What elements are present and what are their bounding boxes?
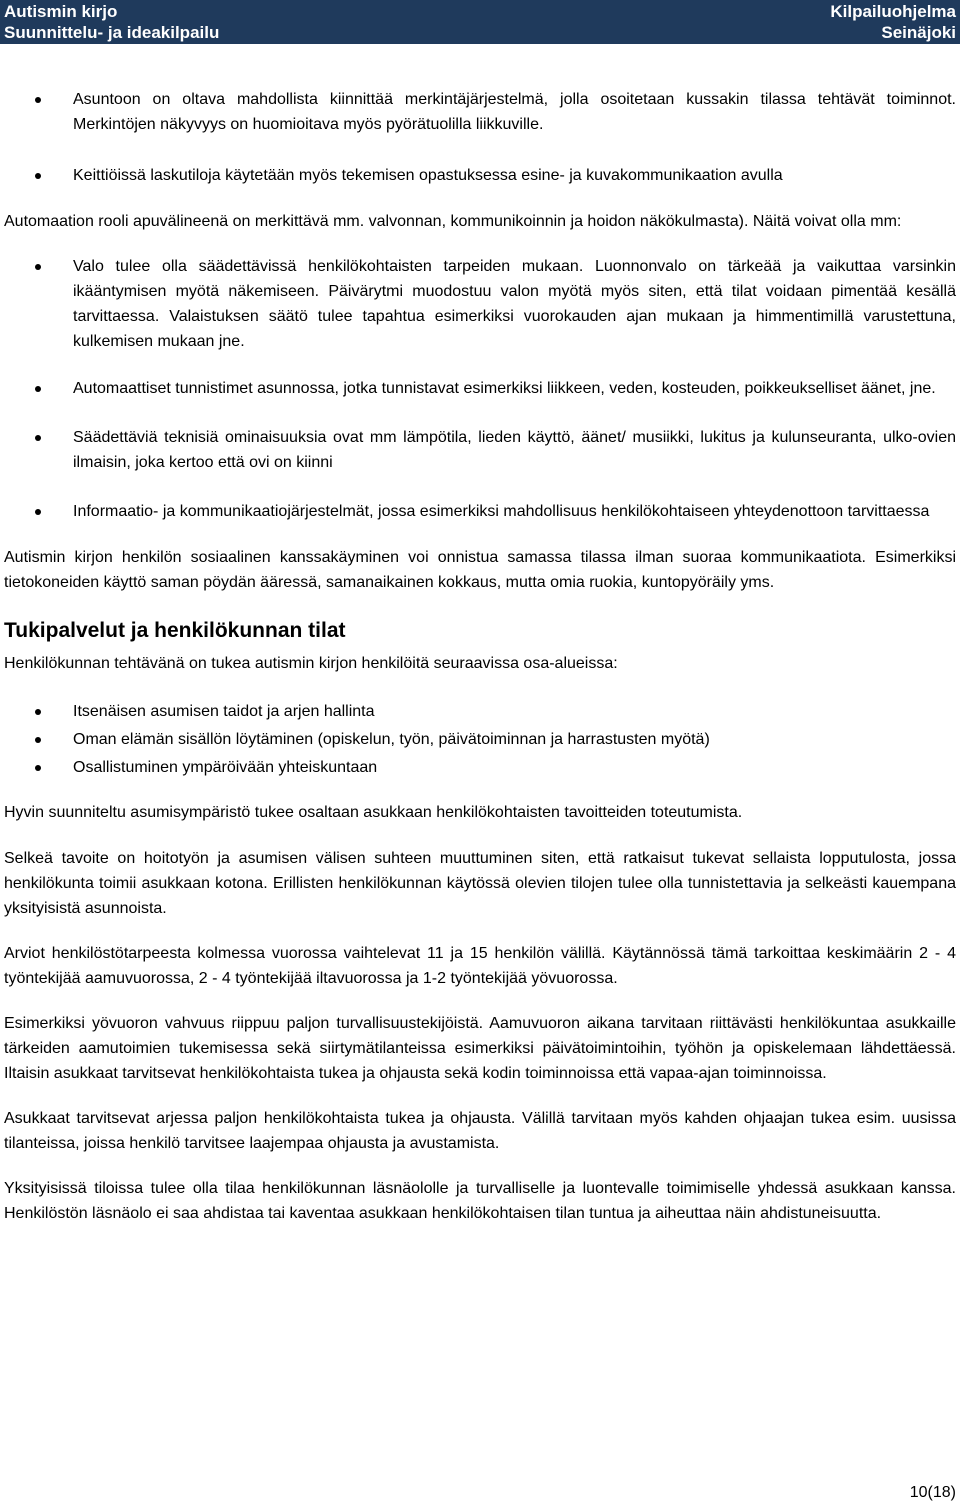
document-body	[4, 87, 956, 1226]
list-item: Oman elämän sisällön löytäminen (opiskelun, työn, päivätoiminnan ja harrastusten myötä)	[4, 727, 956, 752]
bullet-icon	[35, 264, 41, 270]
list-item: Säädettäviä teknisiä ominaisuuksia ovat mm lämpötila, lieden käyttö, äänet/ musiikki, lukitus ja kulunseuranta, ulko-ovien ilmaisin, joka kertoo että ovi on kiinni	[4, 425, 956, 475]
page-number: 10(18)	[909, 1484, 956, 1501]
bullet-icon	[35, 173, 41, 179]
header-right	[830, 1, 956, 43]
header-left	[4, 1, 219, 43]
page-header	[0, 0, 960, 44]
list-item: Automaattiset tunnistimet asunnossa, jotka tunnistavat esimerkiksi liikkeen, veden, kosteuden, poikkeukselliset äänet, jne.	[4, 376, 956, 401]
header-document-type: Kilpailuohjelma	[830, 2, 956, 21]
section-heading: Tukipalvelut ja henkilökunnan tilat	[4, 619, 346, 642]
bullet-list-marking	[4, 87, 956, 188]
paragraph: Henkilökunnan tehtävänä on tukea autismin kirjon henkilöitä seuraavissa osa-alueissa:	[4, 655, 618, 672]
bullet-icon	[35, 509, 41, 515]
bullet-list-support-areas	[4, 699, 956, 780]
bullet-icon	[35, 386, 41, 392]
paragraph: Hyvin suunniteltu asumisympäristö tukee osaltaan asukkaan henkilökohtaisten tavoitteiden toteutumista.	[4, 804, 743, 821]
list-item: Osallistuminen ympäröivään yhteiskuntaan	[4, 755, 956, 780]
paragraph: Automaation rooli apuvälineenä on merkittävä mm. valvonnan, kommunikoinnin ja hoidon näkökulmasta). Näitä voivat olla mm:	[4, 213, 902, 230]
list-item: Itsenäisen asumisen taidot ja arjen hallinta	[4, 699, 956, 724]
bullet-icon	[35, 737, 41, 743]
list-item: Valo tulee olla säädettävissä henkilökohtaisten tarpeiden mukaan. Luonnonvalo on tärkeää ja vaikuttaa varsinkin ikääntymisen myötä näkemiseen. Päivärytmi muodostuu valon myötä myös siten, että tilat voidaan pimentää kesällä tarvittaessa. Valaistuksen säätö tulee tapahtua esimerkiksi vuorokauden ajan mukaan ja himmentimillä varustettuna, kulkemisen mukaan jne.	[4, 254, 956, 354]
header-subtitle: Suunnittelu- ja ideakilpailu	[4, 23, 220, 42]
list-item: Asuntoon on oltava mahdollista kiinnittää merkintäjärjestelmä, jolla osoitetaan kussakin tilassa tehtävät toiminnot. Merkintöjen näkyvyys on huomioitava myös pyörätuolilla liikkuville.	[4, 87, 956, 137]
list-item: Keittiöissä laskutiloja käytetään myös tekemisen opastuksessa esine- ja kuvakommunikaation avulla	[4, 163, 956, 188]
bullet-icon	[35, 709, 41, 715]
bullet-icon	[35, 97, 41, 103]
paragraph: Asukkaat tarvitsevat arjessa paljon henkilökohtaista tukea ja ohjausta. Välillä tarvitaan myös kahden ohjaajan tukea esim. uusissa tilanteissa, joissa henkilö tarvitsee laajempaa ohjausta ja avustamista.	[4, 1110, 956, 1152]
paragraph: Esimerkiksi yövuoron vahvuus riippuu paljon turvallisuustekijöistä. Aamuvuoron aikana tarvitaan riittävästi henkilökuntaa asukkaille tärkeiden aamutoimien tukemisessa sekä siirtymätilanteissa esimerkiksi päivätoimintoihin, työhön ja opiskelemaan lähdettäessä. Iltaisin asukkaat tarvitsevat henkilökohtaista tukea ja ohjausta sekä kodin toiminnoissa että vapaa-ajan toiminnoissa.	[4, 1015, 956, 1082]
paragraph: Yksityisissä tiloissa tulee olla tilaa henkilökunnan läsnäololle ja turvalliselle ja luontevalle toimimiselle yhdessä asukkaan kanssa. Henkilöstön läsnäolo ei saa ahdistaa tai kaventaa asukkaan henkilökohtaisen tilan tuntua ja aiheuttaa näin ahdistuneisuutta.	[4, 1180, 956, 1222]
paragraph: Autismin kirjon henkilön sosiaalinen kanssakäyminen voi onnistua samassa tilassa ilman suoraa kommunikaatiota. Esimerkiksi tietokoneiden käyttö saman pöydän ääressä, samanaikainen kokkaus, mutta omia ruokia, kuntopyöräily yms.	[4, 549, 956, 591]
paragraph: Selkeä tavoite on hoitotyön ja asumisen välisen suhteen muuttuminen siten, että ratkaisut tukevat sellaista lopputulosta, jossa henkilökunta toimii asukkaan kotona. Erillisten henkilökunnan käytössä olevien tilojen tulee olla tunnistettavia ja selkeästi kauempana yksityisistä asunnoista.	[4, 850, 956, 917]
bullet-list-automation	[4, 254, 956, 524]
bullet-icon	[35, 435, 41, 441]
header-title: Autismin kirjo	[4, 2, 118, 21]
paragraph: Arviot henkilöstötarpeesta kolmessa vuorossa vaihtelevat 11 ja 15 henkilön välillä. Käytännössä tämä tarkoittaa keskimäärin 2 - 4 työntekijää aamuvuorossa, 2 - 4 työntekijää iltavuorossa ja 1-2 työntekijää yövuorossa.	[4, 945, 956, 987]
list-item: Informaatio- ja kommunikaatiojärjestelmät, jossa esimerkiksi mahdollisuus henkilökohtaiseen yhteydenottoon tarvittaessa	[4, 499, 956, 524]
bullet-icon	[35, 765, 41, 771]
header-location: Seinäjoki	[881, 23, 956, 42]
